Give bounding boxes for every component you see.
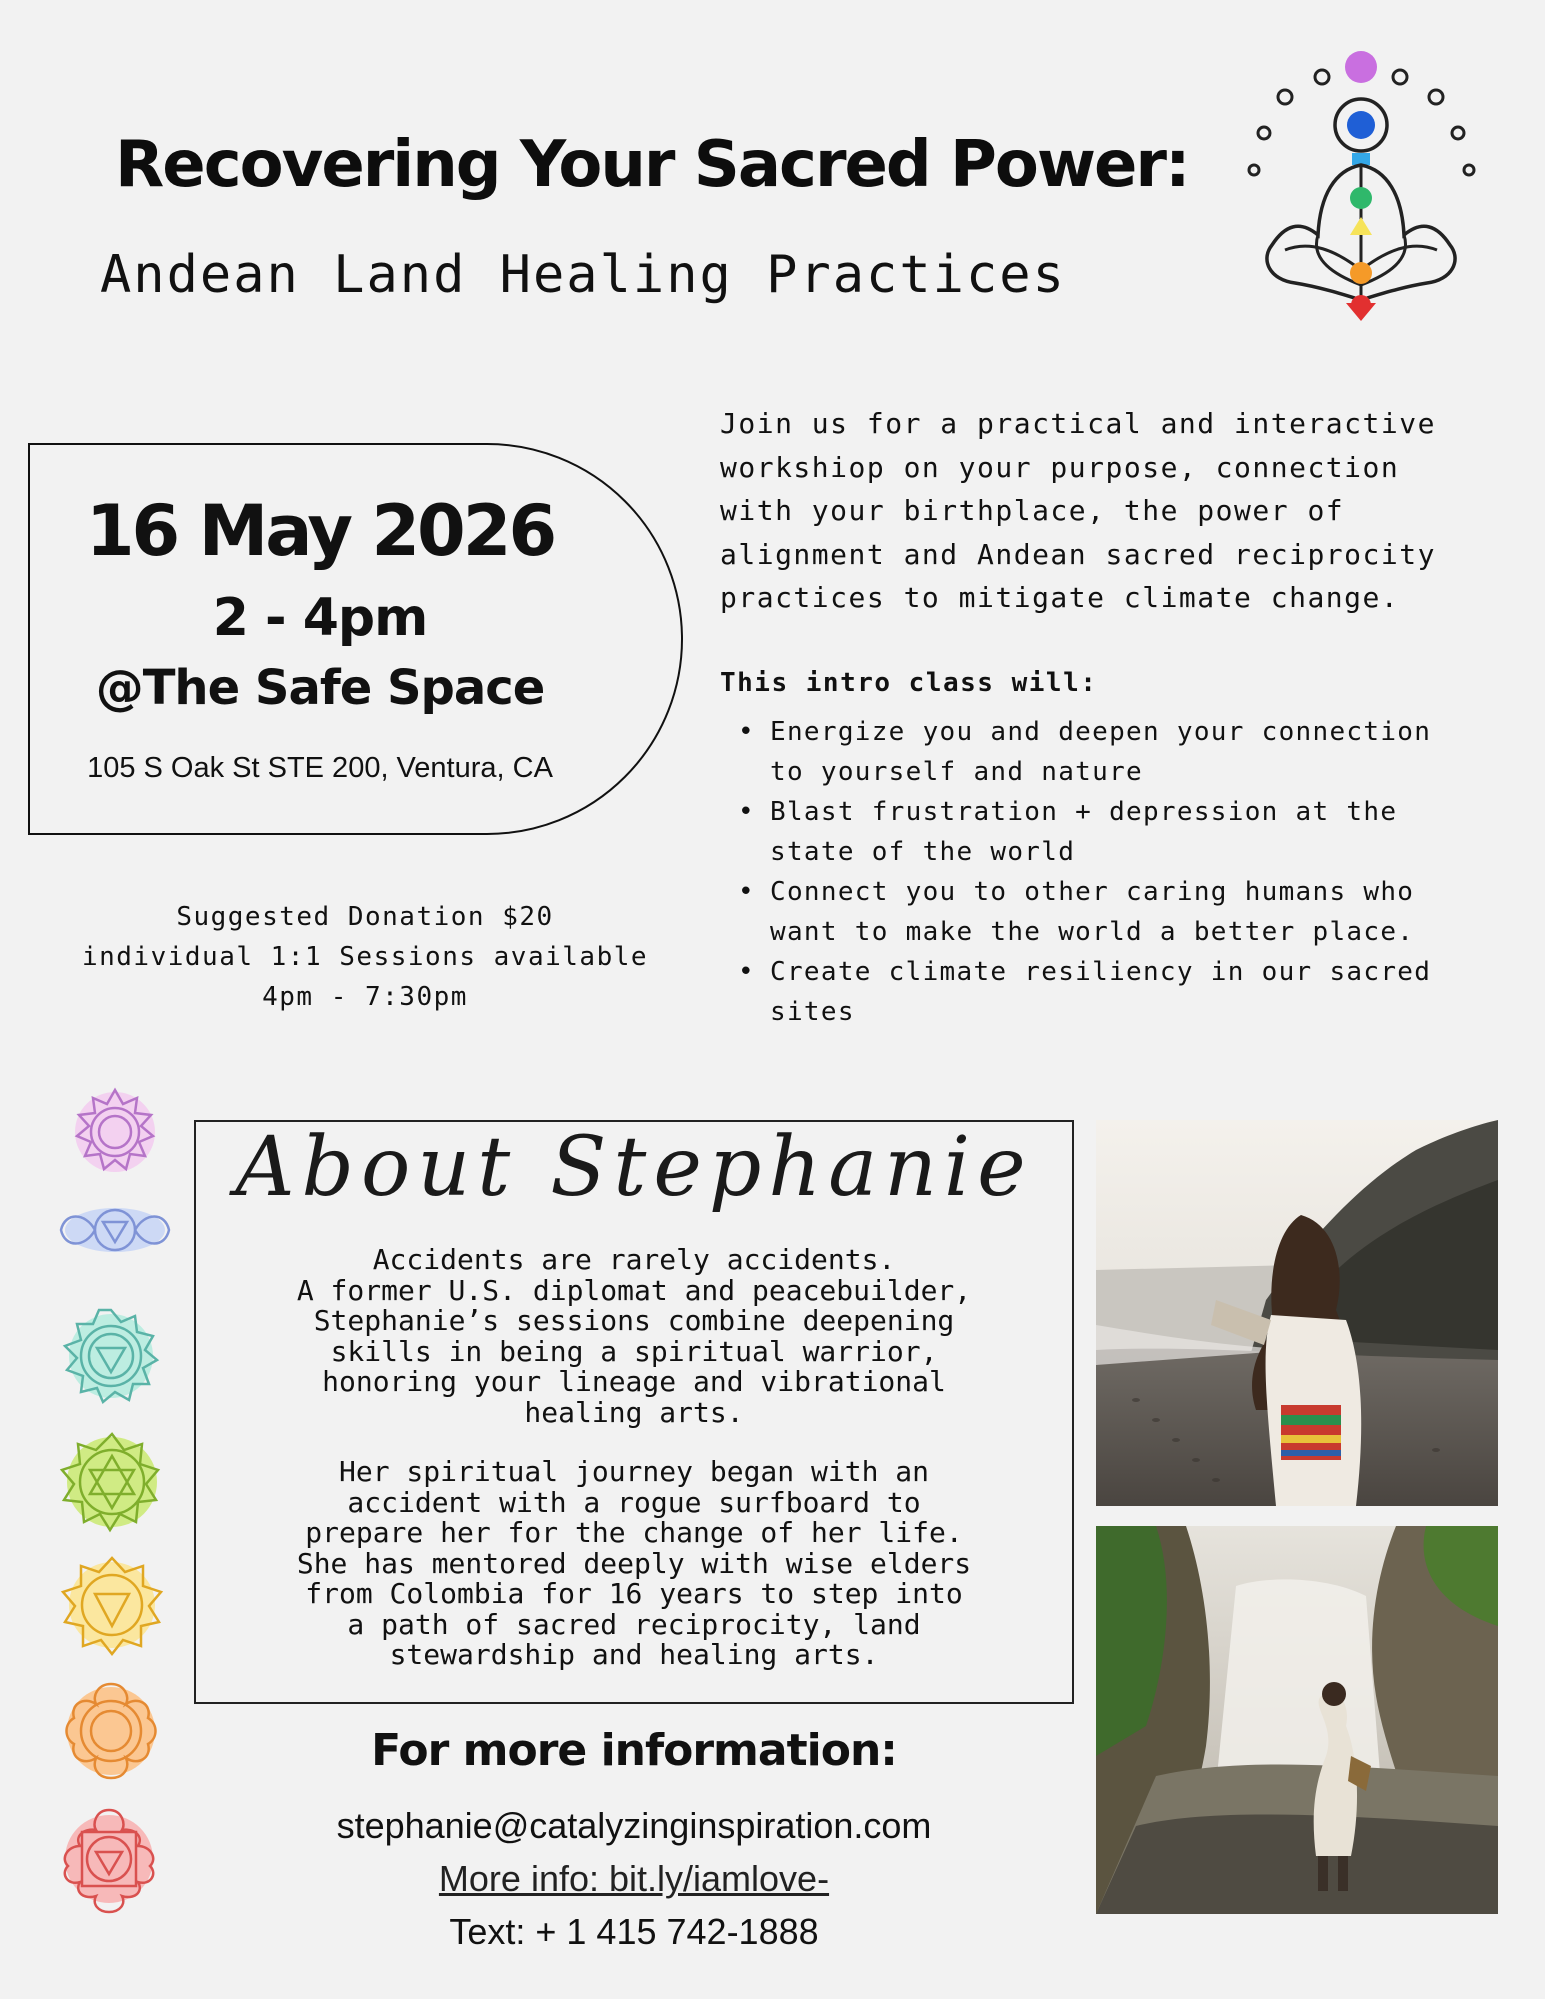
third-eye-chakra-icon <box>55 1198 175 1262</box>
list-item: • Blast frustration + depression at the state of the world <box>720 792 1500 872</box>
intro-line: alignment and Andean sacred reciprocity <box>720 537 1436 571</box>
page-title: Recovering Your Sacred Power: <box>115 128 1189 202</box>
donation-line: Suggested Donation $20 <box>176 902 554 932</box>
sessions-line: individual 1:1 Sessions available <box>81 942 649 972</box>
list-item: • Energize you and deepen your connection to yourself and nature <box>720 712 1500 792</box>
donation-info <box>30 897 700 1017</box>
class-heading: This intro class will: <box>720 668 1098 698</box>
contact-phone: Text: + 1 415 742-1888 <box>449 1911 819 1952</box>
intro-line: practices to mitigate climate change. <box>720 581 1400 614</box>
event-venue: @The Safe Space <box>95 660 545 716</box>
contact-heading: For more information: <box>371 1725 897 1776</box>
sacral-chakra-icon <box>52 1672 170 1790</box>
about-paragraph: Her spiritual journey began with an accident with a rogue surfboard to prepare her for the change of her life. She has mentored deeply with wise elders from Colombia for 16 years to step into a path of sacred reciprocity, land stewardship and healing arts. <box>296 1455 972 1671</box>
contact-email[interactable]: stephanie@catalyzinginspiration.com <box>336 1805 932 1846</box>
intro-line: workshiop on your purpose, connection <box>720 450 1400 484</box>
list-item: • Connect you to other caring humans who want to make the world a better place. <box>720 872 1500 952</box>
list-item: • Create climate resiliency in our sacred sites <box>720 952 1500 1032</box>
intro-line: Join us for a practical and interactive <box>720 407 1436 440</box>
about-paragraph: Accidents are rarely accidents. A former U.S. diplomat and peacebuilder, Stephanie’s sessions combine deepening skills in being a spiritual warrior, honoring your lineage and vibrational healing arts. <box>296 1243 972 1429</box>
heart-chakra-icon <box>52 1422 172 1542</box>
sessions-time: 4pm - 7:30pm <box>262 982 468 1012</box>
event-address: 105 S Oak St STE 200, Ventura, CA <box>87 752 553 784</box>
more-info-link-wrapper <box>194 1858 1074 1900</box>
meditating-figure-chakra-icon <box>1240 45 1485 330</box>
root-chakra-icon <box>50 1800 168 1918</box>
more-info-link[interactable]: More info: bit.ly/iamlove- <box>438 1858 830 1899</box>
crown-chakra-icon <box>60 1082 170 1182</box>
photo-waterfall <box>1096 1526 1498 1914</box>
class-benefits-list <box>720 712 1500 1032</box>
intro-paragraph <box>720 402 1500 620</box>
event-time: 2 - 4pm <box>212 588 428 648</box>
intro-line: with your birthplace, the power of <box>720 494 1345 527</box>
page-subtitle: Andean Land Healing Practices <box>100 245 1066 305</box>
throat-chakra-icon <box>55 1300 167 1412</box>
photo-beach <box>1096 1120 1498 1506</box>
solar-plexus-chakra-icon <box>55 1548 169 1662</box>
event-date: 16 May 2026 <box>85 490 555 572</box>
about-title: About Stephanie <box>235 1120 1033 1215</box>
